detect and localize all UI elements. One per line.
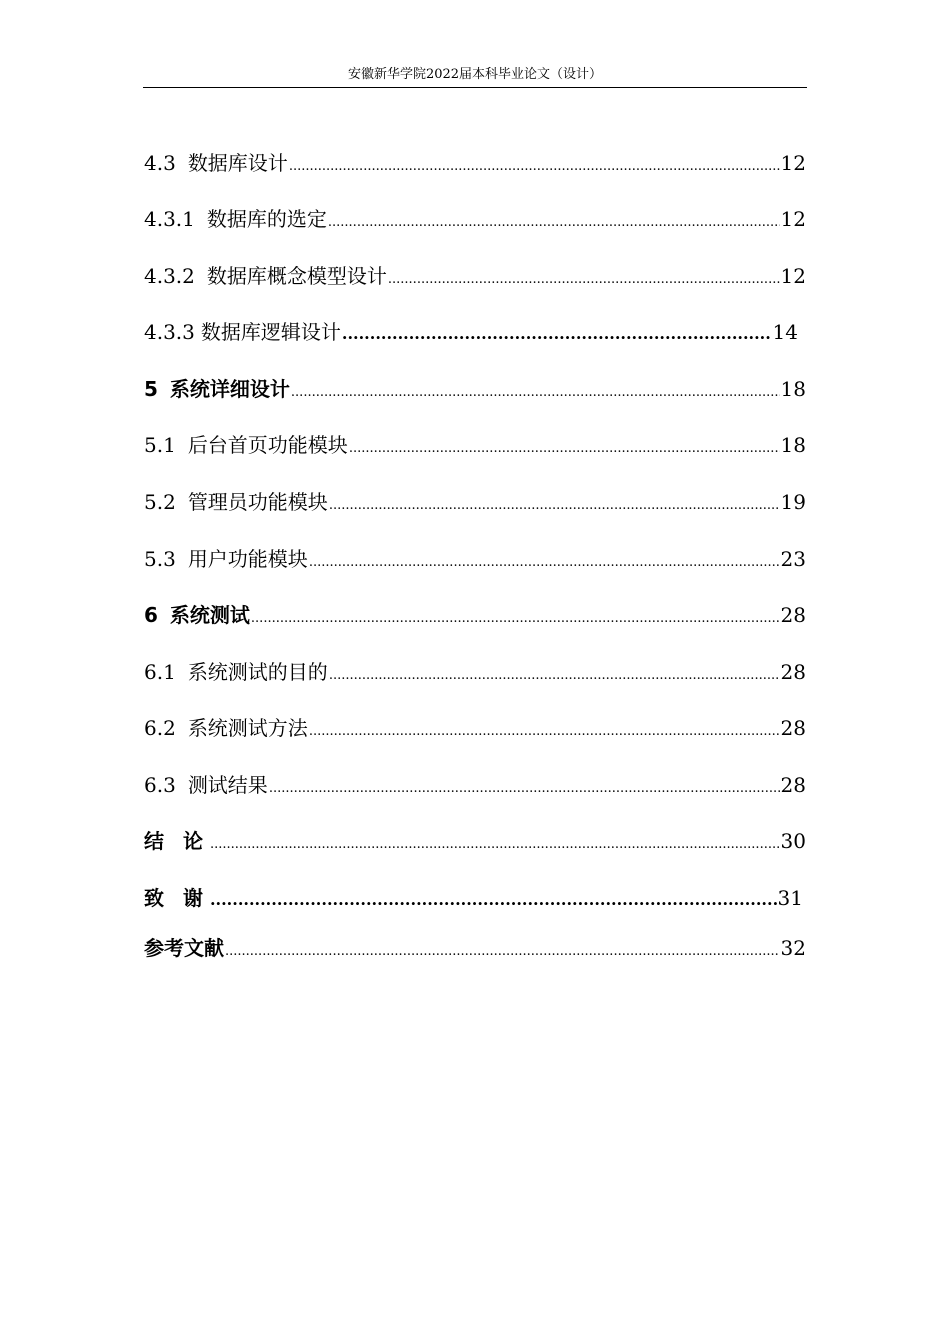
toc-dot-leader [210,830,780,860]
toc-entry-page: 18 [780,377,806,401]
toc-entry-page: 31 [777,886,803,910]
toc-entry-title: 数据库设计 [187,151,288,175]
toc-dot-leader [342,319,772,349]
toc-entry-6-2[interactable] [144,713,806,743]
toc-entry-title: 用户功能模块 [187,547,308,571]
toc-entry-number: 4.3 [144,151,176,175]
toc-dot-leader [210,885,777,915]
toc-entry-5-2[interactable] [144,487,806,517]
toc-dot-leader [309,548,780,578]
toc-entry-title: 系统测试 [169,603,250,627]
toc-entry-number: 5 [144,377,158,401]
toc-dot-leader [328,208,780,238]
toc-entry-number: 6.2 [144,716,176,740]
toc-entry-4-3-1[interactable] [144,204,806,234]
toc-dot-leader [329,661,780,691]
toc-entry-number: 5.3 [144,547,176,571]
toc-entry-title: 数据库逻辑设计 [200,320,341,344]
toc-entry-title: 结 论 [144,829,209,853]
toc-entry-title: 参考文献 [144,936,224,960]
toc-dot-leader [269,774,780,804]
toc-entry-page: 30 [780,829,806,853]
toc-entry-page: 32 [780,936,806,960]
toc-entry-number: 4.3.3 [144,320,195,344]
toc-entry-4-3[interactable] [144,148,806,178]
toc-entry-5-1[interactable] [144,430,806,460]
toc-entry-title: 测试结果 [187,773,268,797]
toc-dot-leader [289,152,780,182]
toc-entry-6-3[interactable] [144,770,806,800]
toc-entry-title: 数据库的选定 [206,207,327,231]
toc-entry-page: 28 [780,716,806,740]
toc-entry-number: 6 [144,603,158,627]
toc-entry-acknowledgements[interactable] [144,883,803,913]
toc-entry-page: 28 [780,660,806,684]
page-header: 安徽新华学院2022届本科毕业论文（设计） [347,67,603,82]
toc-entry-title: 致 谢 [144,886,209,910]
toc-entry-conclusion[interactable] [144,826,806,856]
toc-entry-page: 14 [772,320,798,344]
toc-entry-5-3[interactable] [144,544,806,574]
toc-entry-6-1[interactable] [144,657,806,687]
toc-entry-title: 数据库概念模型设计 [206,264,387,288]
toc-dot-leader [251,604,780,634]
toc-entry-5[interactable] [144,374,806,404]
toc-entry-title: 系统测试的目的 [187,660,328,684]
toc-dot-leader [291,378,780,408]
toc-dot-leader [329,491,780,521]
toc-entry-title: 系统测试方法 [187,716,308,740]
toc-entry-page: 12 [780,207,806,231]
toc-entry-number: 4.3.1 [144,207,195,231]
toc-entry-page: 23 [780,547,806,571]
toc-entry-4-3-2[interactable] [144,261,806,291]
toc-entry-title: 后台首页功能模块 [187,433,348,457]
toc-entry-references[interactable] [144,933,806,963]
toc-entry-number: 6.3 [144,773,176,797]
toc-entry-6[interactable] [144,600,806,630]
toc-dot-leader [309,717,780,747]
toc-entry-page: 18 [780,433,806,457]
toc-entry-page: 19 [780,490,806,514]
toc-entry-page: 28 [780,773,806,797]
toc-entry-title: 系统详细设计 [169,377,290,401]
toc-entry-number: 5.1 [144,433,176,457]
header-divider [143,87,807,88]
toc-entry-page: 12 [780,151,806,175]
toc-entry-page: 12 [780,264,806,288]
toc-entry-page: 28 [780,603,806,627]
toc-entry-number: 6.1 [144,660,176,684]
toc-entry-title: 管理员功能模块 [187,490,328,514]
toc-entry-number: 5.2 [144,490,176,514]
toc-dot-leader [225,937,780,967]
toc-entry-number: 4.3.2 [144,264,195,288]
toc-dot-leader [349,434,780,464]
toc-dot-leader [388,265,780,295]
toc-entry-4-3-3[interactable] [144,317,798,347]
